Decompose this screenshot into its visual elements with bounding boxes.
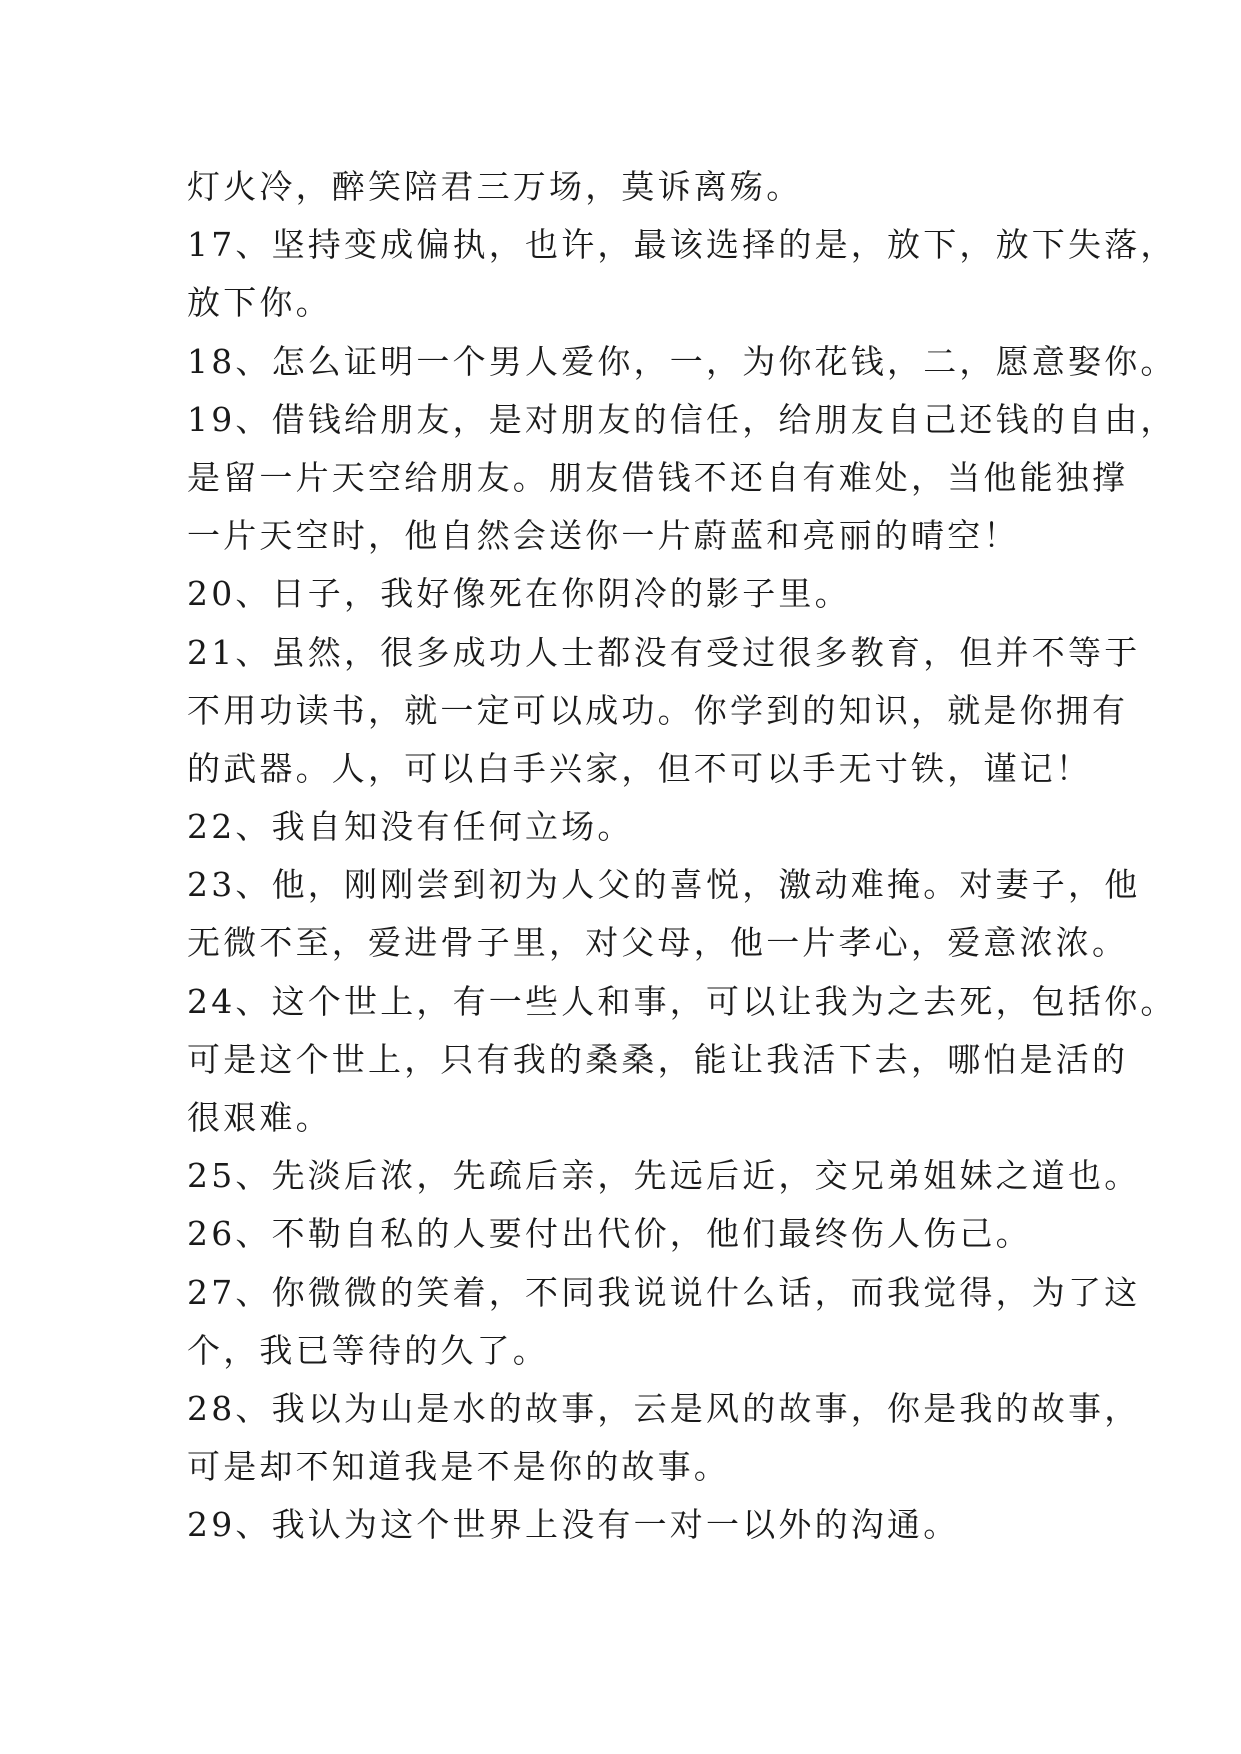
text-line: 29、我认为这个世界上没有一对一以外的沟通。 xyxy=(187,1505,960,1545)
text-line: 很艰难。 xyxy=(187,1098,332,1137)
text-line: 个，我已等待的久了。 xyxy=(187,1330,549,1370)
text-line: 25、先淡后浓，先疏后亲，先远后近，交兄弟姐妹之道也。 xyxy=(187,1156,1141,1196)
text-line: 23、他，刚刚尝到初为人父的喜悦，激动难掩。对妻子，他 xyxy=(187,865,1141,905)
text-line: 21、虽然，很多成功人士都没有受过很多教育，但并不等于 xyxy=(187,632,1141,672)
text-line: 可是却不知道我是不是你的故事。 xyxy=(187,1447,730,1487)
text-line: 可是这个世上，只有我的桑桑，能让我活下去，哪怕是活的 xyxy=(187,1039,1129,1079)
text-line: 一片天空时，他自然会送你一片蔚蓝和亮丽的晴空！ xyxy=(187,516,1020,556)
text-line: 放下你。 xyxy=(187,283,332,323)
text-line: 28、我以为山是水的故事，云是风的故事，你是我的故事， xyxy=(187,1388,1141,1428)
text-line: 22、我自知没有任何立场。 xyxy=(187,807,634,847)
text-line: 不用功读书，就一定可以成功。你学到的知识，就是你拥有 xyxy=(187,690,1129,730)
text-line: 18、怎么证明一个男人爱你，一，为你花钱，二，愿意娶你。 xyxy=(187,341,1177,381)
text-line: 24、这个世上，有一些人和事，可以让我为之去死，包括你。 xyxy=(187,981,1177,1021)
document-body xyxy=(187,158,1177,1555)
text-line: 20、日子，我好像死在你阴冷的影子里。 xyxy=(187,574,851,614)
text-line: 27、你微微的笑着，不同我说说什么话，而我觉得，为了这 xyxy=(187,1272,1141,1312)
text-line: 无微不至，爱进骨子里，对父母，他一片孝心，爱意浓浓。 xyxy=(187,923,1129,963)
text-line: 26、不勒自私的人要付出代价，他们最终伤人伤己。 xyxy=(187,1214,1032,1254)
text-line: 是留一片天空给朋友。朋友借钱不还自有难处，当他能独撑 xyxy=(187,457,1129,497)
text-line: 灯火冷，醉笑陪君三万场，莫诉离殇。 xyxy=(187,167,803,206)
text-line: 的武器。人，可以白手兴家，但不可以手无寸铁，谨记！ xyxy=(187,748,1092,788)
text-line: 19、借钱给朋友，是对朋友的信任，给朋友自己还钱的自由， xyxy=(187,399,1177,439)
text-line: 17、坚持变成偏执，也许，最该选择的是，放下，放下失落， xyxy=(187,225,1177,265)
